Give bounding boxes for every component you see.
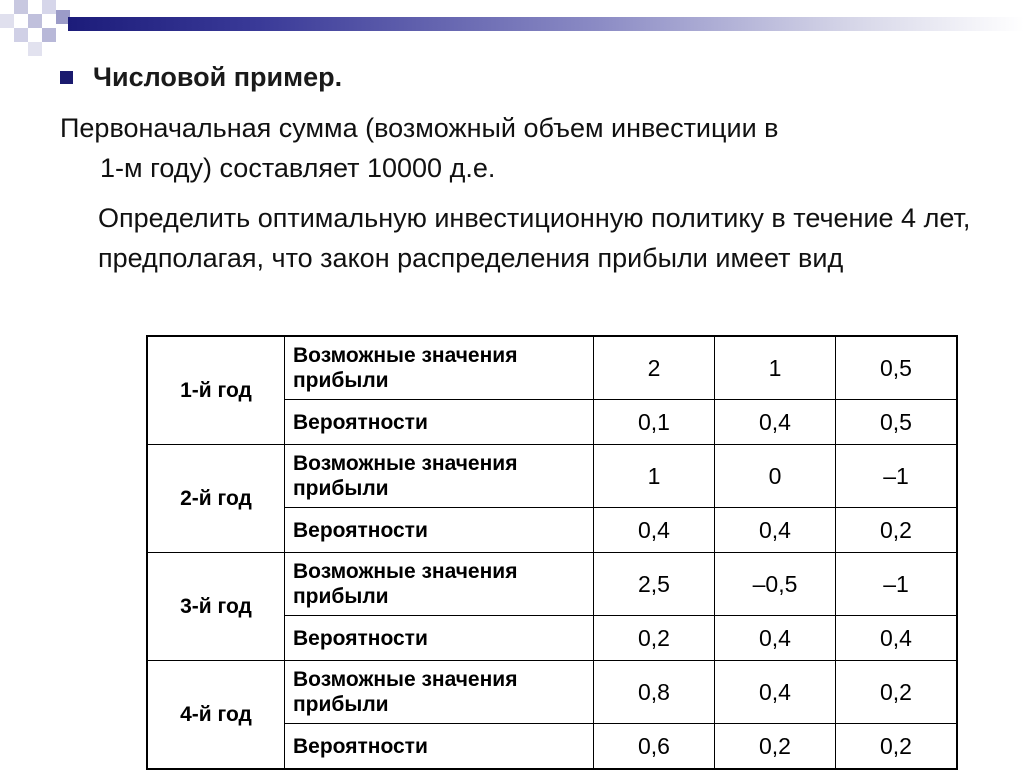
value-cell: 0,4 [715, 661, 836, 724]
paragraph-line: Первоначальная сумма (возможный объем инвестиции в [60, 113, 779, 143]
paragraph-line: 1-м году) составляет 10000 д.е. [100, 153, 496, 183]
row-label-values: Возможные значения прибыли [285, 553, 594, 616]
value-cell: 0 [715, 445, 836, 508]
value-cell: –1 [836, 445, 958, 508]
probability-cell: 0,2 [836, 508, 958, 553]
row-label-probabilities: Вероятности [285, 724, 594, 770]
profit-distribution-table [146, 335, 958, 770]
year-cell: 3-й год [147, 553, 285, 661]
value-cell: 0,2 [836, 661, 958, 724]
value-cell: 1 [594, 445, 715, 508]
decor-square [42, 28, 56, 42]
table-row-values [147, 445, 957, 508]
value-cell: 2,5 [594, 553, 715, 616]
paragraph-initial-sum [60, 108, 1000, 188]
value-cell: 2 [594, 336, 715, 400]
decor-square [14, 0, 28, 14]
probability-cell: 0,2 [836, 724, 958, 770]
slide-heading [60, 62, 342, 93]
probability-cell: 0,4 [715, 400, 836, 445]
probability-cell: 0,2 [594, 616, 715, 661]
probability-cell: 0,6 [594, 724, 715, 770]
row-label-values: Возможные значения прибыли [285, 661, 594, 724]
probability-cell: 0,4 [594, 508, 715, 553]
decor-square [28, 14, 42, 28]
probability-cell: 0,1 [594, 400, 715, 445]
value-cell: –1 [836, 553, 958, 616]
row-label-probabilities: Вероятности [285, 508, 594, 553]
row-label-probabilities: Вероятности [285, 400, 594, 445]
value-cell: 0,8 [594, 661, 715, 724]
year-cell: 2-й год [147, 445, 285, 553]
heading-text: Числовой пример. [93, 62, 343, 92]
table-row-values [147, 661, 957, 724]
probability-cell: 0,5 [836, 400, 958, 445]
table-row-values [147, 336, 957, 400]
value-cell: 0,5 [836, 336, 958, 400]
decor-square [42, 0, 56, 14]
row-label-probabilities: Вероятности [285, 616, 594, 661]
bullet-square-icon [60, 71, 73, 84]
table-row-values [147, 553, 957, 616]
decor-square [14, 28, 28, 42]
header-gradient-bar [68, 17, 1024, 31]
year-cell: 4-й год [147, 661, 285, 770]
value-cell: 1 [715, 336, 836, 400]
paragraph-task: Определить оптимальную инвестиционную политику в течение 4 лет, предполагая, что закон распределения прибыли имеет вид [98, 203, 971, 273]
value-cell: –0,5 [715, 553, 836, 616]
probability-cell: 0,2 [715, 724, 836, 770]
decor-square [28, 42, 42, 56]
row-label-values: Возможные значения прибыли [285, 336, 594, 400]
row-label-values: Возможные значения прибыли [285, 445, 594, 508]
probability-cell: 0,4 [836, 616, 958, 661]
decor-square [0, 14, 14, 28]
probability-cell: 0,4 [715, 508, 836, 553]
year-cell: 1-й год [147, 336, 285, 445]
probability-cell: 0,4 [715, 616, 836, 661]
